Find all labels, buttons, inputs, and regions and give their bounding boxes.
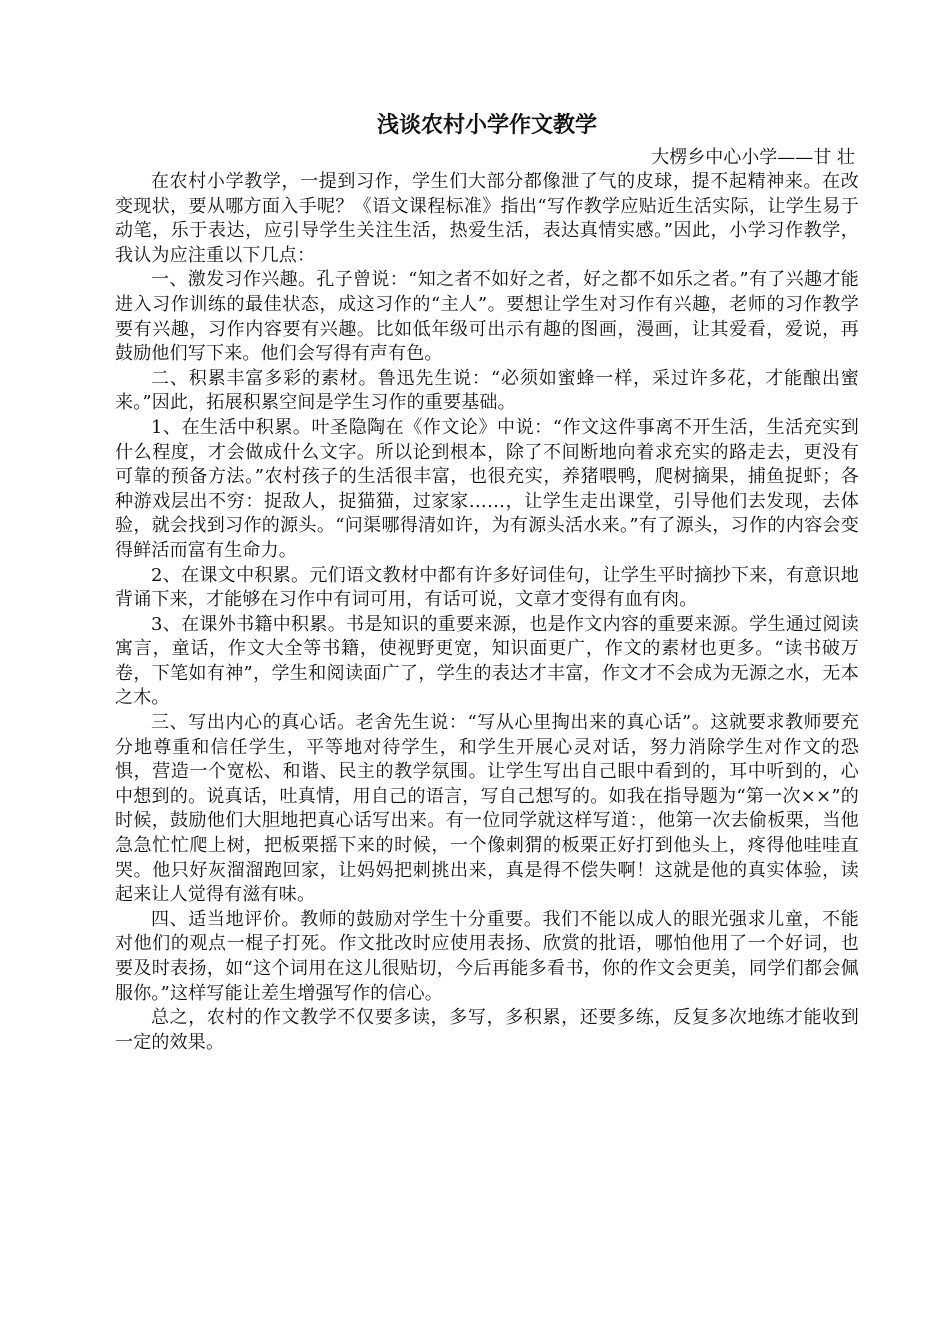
paragraph-book-accumulation: 3、在课外书籍中积累。书是知识的重要来源，也是作文内容的重要来源。学生通过阅读寓言，童话，作文大全等书籍，使视野更宽，知识面更广，作文的素材也更多。“读书破万卷，下笔如有神”，学生和阅读面广了，学生的表达才丰富，作文才不会成为无源之水，无本之木。 bbox=[115, 613, 859, 709]
paragraph-interest: 一、激发习作兴趣。孔子曾说：“知之者不如好之者，好之都不如乐之者。”有了兴趣才能进入习作训练的最佳状态，成这习作的“主人”。要想让学生对习作有兴趣，老师的习作教学要有兴趣，习作内容要有兴趣。比如低年级可出示有趣的图画，漫画，让其爱看，爱说，再鼓励他们写下来。他们会写得有声有色。 bbox=[115, 269, 859, 365]
document-title: 浅谈农村小学作文教学 bbox=[376, 112, 597, 138]
paragraph-evaluation: 四、适当地评价。教师的鼓励对学生十分重要。我们不能以成人的眼光强求儿童，不能对他们的观点一棍子打死。作文批改时应使用表扬、欣赏的批语，哪怕他用了一个好词，也要及时表扬，如“这个词用在这儿很贴切，今后再能多看书，你的作文会更美，同学们都会佩服你。”这样写能让差生增强写作的信心。 bbox=[115, 908, 859, 1004]
paragraph-text-accumulation: 2、在课文中积累。元们语文教材中都有许多好词佳句，让学生平时摘抄下来，有意识地背诵下来，才能够在习作中有词可用，有话可说，文章才变得有血有肉。 bbox=[115, 564, 859, 611]
paragraph-life-accumulation: 1、在生活中积累。叶圣隐陶在《作文论》中说：“作文这件事离不开生活，生活充实到什么程度，才会做成什么文字。所以论到根本，除了不间断地向着求充实的路走去，更没有可靠的预备方法。”农村孩子的生活很丰富，也很充实，养猪喂鸭，爬树摘果，捕鱼捉虾；各种游戏层出不穷：捉敌人，捉猫猫，过家家……，让学生走出课堂，引导他们去发现，去体验，就会找到习作的源头。“问渠哪得清如许，为有源头活水来。”有了源头，习作的内容会变得鲜活而富有生命力。 bbox=[115, 416, 859, 561]
author-line: 大楞乡中心小学——甘 壮 bbox=[651, 147, 855, 168]
paragraph-material: 二、积累丰富多彩的素材。鲁迅先生说：“必须如蜜蜂一样，采过许多花，才能酿出蜜来。”因此，拓展积累空间是学生习作的重要基础。 bbox=[115, 367, 859, 414]
paragraph-true-words: 三、写出内心的真心话。老舍先生说：“写从心里掏出来的真心话”。这就要求教师要充分地尊重和信任学生，平等地对待学生，和学生开展心灵对话，努力消除学生对作文的恐惧，营造一个宽松、和谐、民主的教学氛围。让学生写出自己眼中看到的，耳中听到的，心中想到的。说真话，吐真情，用自己的语言，写自己想写的。如我在指导题为“第一次××”的时候，鼓励他们大胆地把真心话写出来。有一位同学就这样写道：，他第一次去偷板栗，当他急急忙忙爬上树，把板栗摇下来的时候，一个像刺猬的板栗正好打到他头上，疼得他哇哇直哭。他只好灰溜溜跑回家，让妈妈把刺挑出来，真是得不偿失啊！这就是他的真实体验，读起来让人觉得有滋有味。 bbox=[115, 712, 859, 906]
paragraph-intro: 在农村小学教学，一提到习作，学生们大部分都像泄了气的皮球，提不起精神来。在改变现状，要从哪方面入手呢？《语文课程标准》指出“写作教学应贴近生活实际，让学生易于动笔，乐于表达，应引导学生关注生活，热爱生活，表达真情实感。”因此，小学习作教学，我认为应注重以下几点： bbox=[115, 171, 859, 266]
document-page bbox=[115, 108, 859, 1055]
paragraph-conclusion: 总之，农村的作文教学不仅要多读，多写，多积累，还要多练，反复多次地练才能收到一定的效果。 bbox=[115, 1007, 859, 1053]
